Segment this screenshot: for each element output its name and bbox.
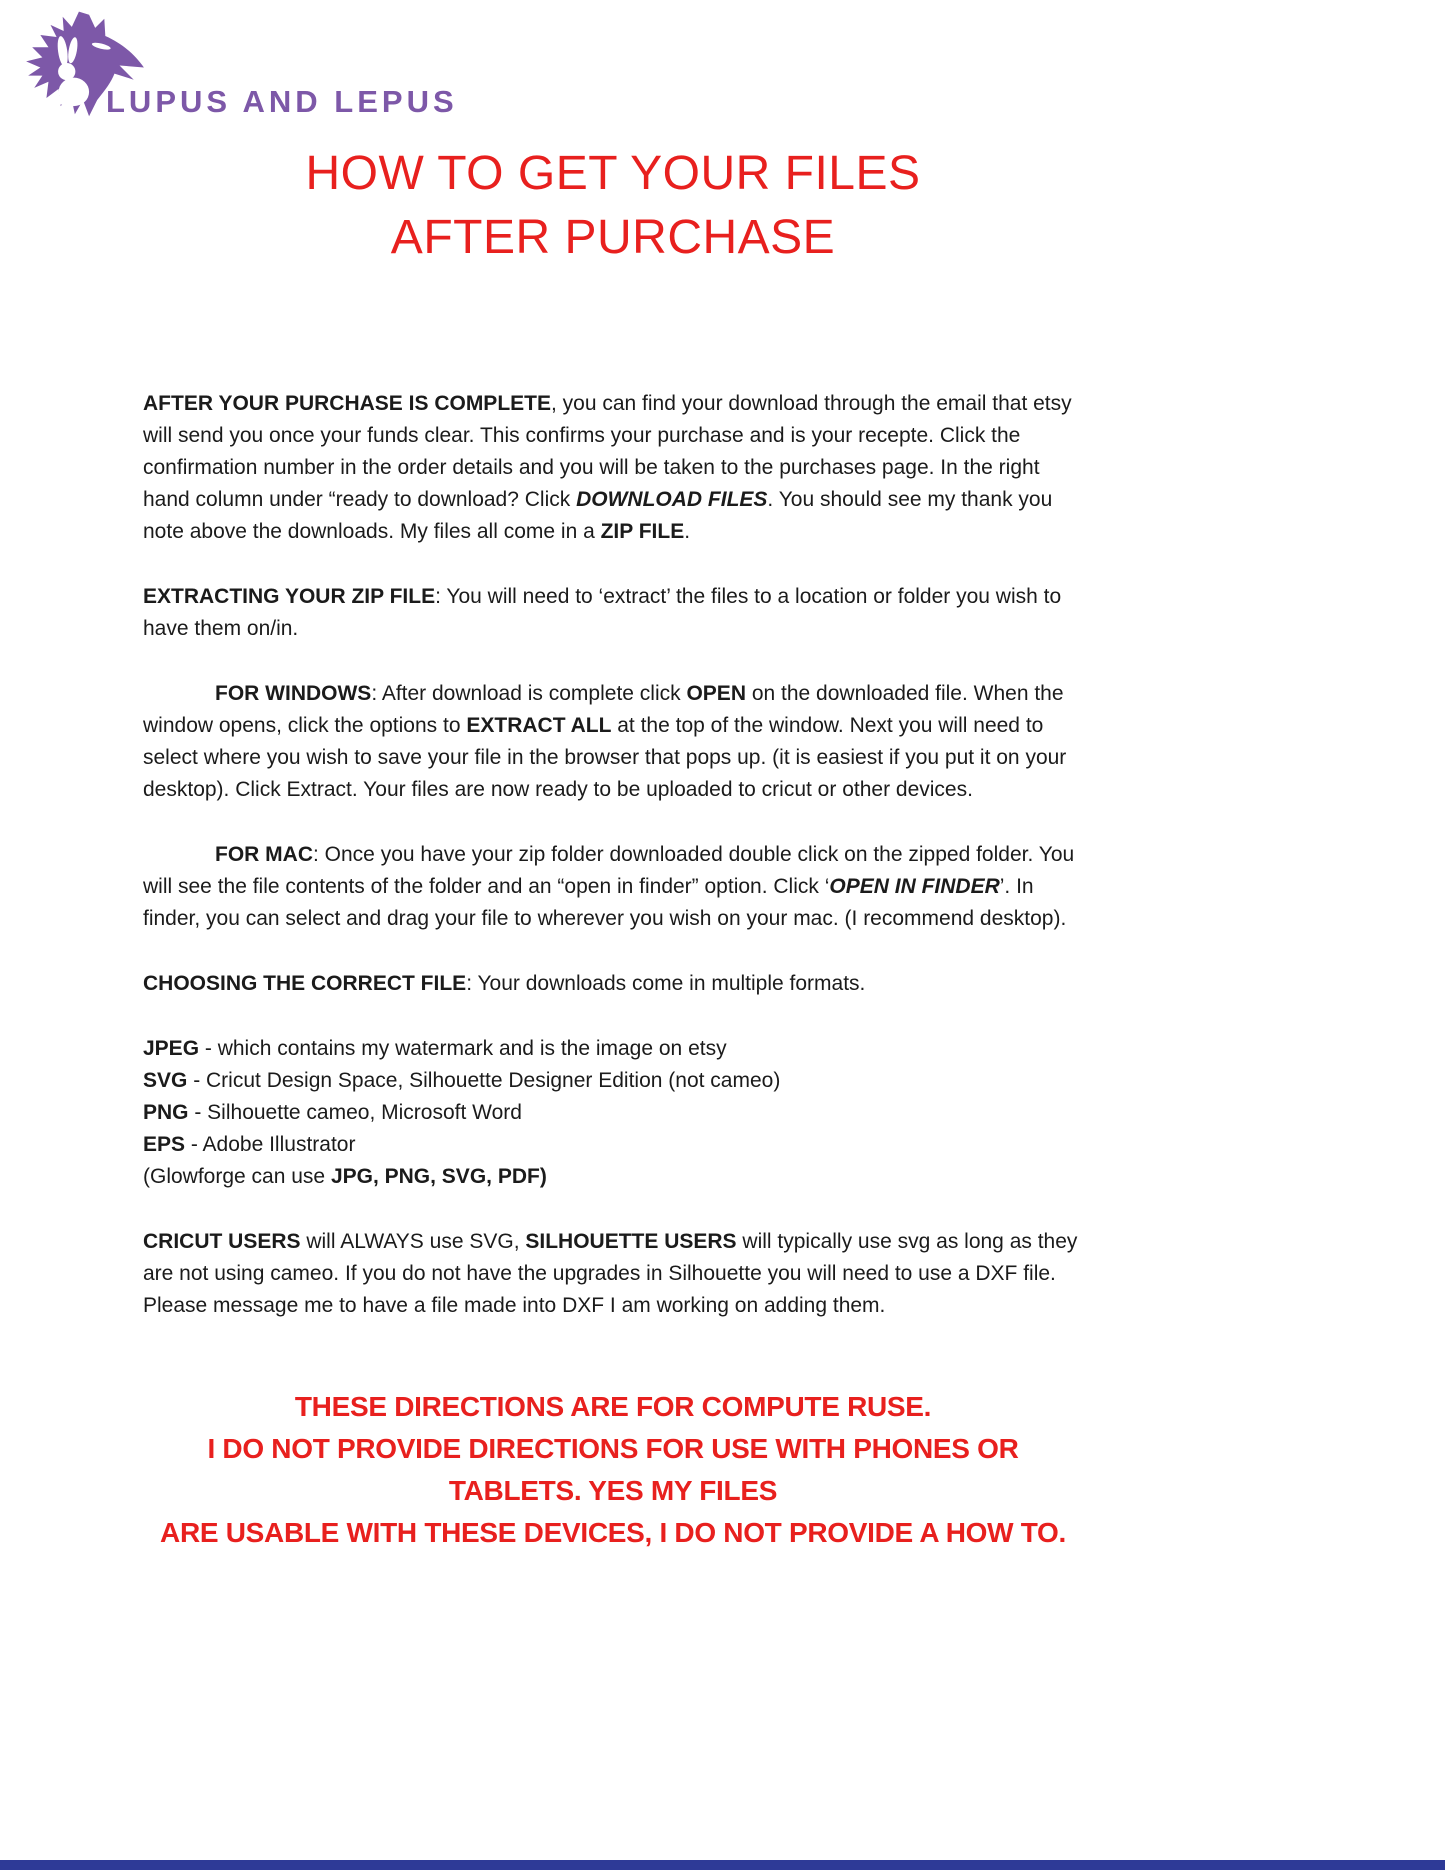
page-title: [143, 142, 1083, 270]
format-list: [143, 1033, 1083, 1193]
format-line-glowforge: (Glowforge can use JPG, PNG, SVG, PDF): [143, 1165, 547, 1188]
paragraph-for-windows: FOR WINDOWS: After download is complete click OPEN on the downloaded file. When the window opens, click the options to EXTRACT ALL at the top of the window. Next you will need to select where you wish to save your file in the browser that pops up. (it is easiest if you put it on your desktop). Click Extract. Your files are now ready to be uploaded to cricut or other devices.: [143, 682, 1067, 801]
format-line-jpeg: JPEG - which contains my watermark and is the image on etsy: [143, 1037, 727, 1060]
notice-line-2: I DO NOT PROVIDE DIRECTIONS FOR USE WITH PHONES OR TABLETS. YES MY FILES: [207, 1433, 1019, 1506]
brand-logo: [18, 8, 458, 128]
document-body: [143, 388, 1083, 1554]
paragraph-extracting-zip: EXTRACTING YOUR ZIP FILE: You will need to ‘extract’ the files to a location or folder you wish to have them on/in.: [143, 585, 1062, 640]
page-title-line-2: AFTER PURCHASE: [390, 211, 836, 264]
paragraph-choosing-file: CHOOSING THE CORRECT FILE: Your downloads come in multiple formats.: [143, 972, 866, 995]
notice-line-1: THESE DIRECTIONS ARE FOR COMPUTE RUSE.: [294, 1391, 932, 1422]
format-line-svg: SVG - Cricut Design Space, Silhouette Designer Edition (not cameo): [143, 1069, 781, 1092]
notice-line-3: ARE USABLE WITH THESE DEVICES, I DO NOT PROVIDE A HOW TO.: [160, 1517, 1066, 1548]
paragraph-cricut-users: CRICUT USERS will ALWAYS use SVG, SILHOUETTE USERS will typically use svg as long as they are not using cameo. If you do not have the upgrades in Silhouette you will need to use a DXF file. Please message me to have a file made into DXF I am working on adding them.: [143, 1230, 1078, 1317]
bottom-accent-bar: [0, 1860, 1445, 1870]
format-line-png: PNG - Silhouette cameo, Microsoft Word: [143, 1101, 522, 1124]
device-notice: [143, 1386, 1083, 1554]
brand-name: LUPUS AND LEPUS: [106, 84, 458, 119]
paragraph-for-mac: FOR MAC: Once you have your zip folder downloaded double click on the zipped folder. You will see the file contents of the folder and an “open in finder” option. Click ‘OPEN IN FINDER’. In finder, you can select and drag your file to wherever you wish on your mac. (I recommend desktop).: [143, 843, 1075, 930]
paragraph-after-purchase: AFTER YOUR PURCHASE IS COMPLETE, you can find your download through the email that etsy will send you once your funds clear. This confirms your purchase and is your recepte. Click the confirmation number in the order details and you will be taken to the purchases page. In the right hand column under “ready to download? Click DOWNLOAD FILES. You should see my thank you note above the downloads. My files all come in a ZIP FILE.: [143, 392, 1072, 543]
page-title-line-1: HOW TO GET YOUR FILES: [305, 147, 921, 200]
format-line-eps: EPS - Adobe Illustrator: [143, 1133, 356, 1156]
